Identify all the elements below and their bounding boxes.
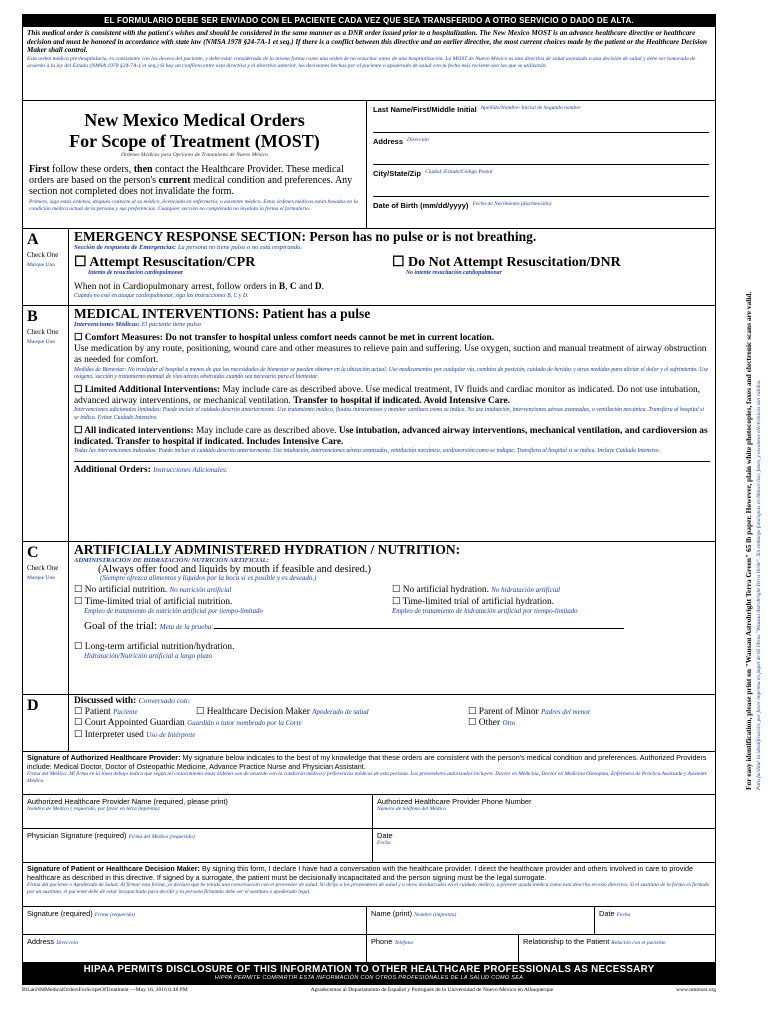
patient-option[interactable]: [74, 707, 196, 718]
section-letter: C: [27, 544, 39, 561]
note-c: C: [289, 282, 297, 293]
option-label-es: No intente resucitación cardiopulmonar: [406, 270, 502, 276]
patient-statement-body: By signing this form, I declare I have had a conversation with the healthcare provider. I direct the healthcare provider and others involved in care to provide healthcare as described in this directive. If signed by a surrogate, the patient must be decisionally incapacitated and the person signing must be the legal surrogate.: [27, 864, 693, 882]
first-instructions: [29, 164, 360, 197]
field-label-es: Nombre (imprenta): [414, 912, 457, 918]
patient-name-field[interactable]: [373, 101, 709, 133]
section-c-body: [69, 542, 715, 694]
field-label-es: Dirección: [56, 940, 78, 946]
discussed-label: Discussed with:: [74, 696, 137, 706]
always-offer-note: (Always offer food and liquids by mouth if feasible and desired.): [98, 564, 372, 575]
no-nutrition-option[interactable]: [74, 585, 392, 596]
goal-blank-line: [214, 619, 624, 629]
check-one-label-es: Marque Uno: [27, 575, 55, 581]
patient-address-field[interactable]: [373, 133, 709, 165]
decision-maker-option[interactable]: [196, 707, 468, 718]
hipaa-text: HIPAA PERMITS DISCLOSURE OF THIS INFORMATION TO OTHER HEALTHCARE PROFESSIONALS AS NECESSARY: [83, 964, 655, 975]
additional-orders-field[interactable]: [74, 461, 710, 476]
first-word: First: [29, 164, 50, 175]
form-header: [22, 101, 716, 229]
field-label-es: Relación con el paciente: [611, 940, 666, 946]
patient-phone-field[interactable]: [367, 935, 519, 962]
section-b: [22, 306, 716, 542]
attempt-cpr-option[interactable]: [74, 255, 392, 277]
current-word: current: [158, 175, 191, 186]
field-label-es: Fecha de Nacimiento (dia/mes/año): [472, 201, 552, 207]
option-label: ☐ Healthcare Decision Maker: [196, 707, 310, 718]
hipaa-text-es: HIPPA PERMITE COMPARTIR ESTA INFORMACIÓN CON OTROS PROFESIONALES DE LA SALUD COMO SEA: [214, 975, 524, 981]
field-label-es: Firma (requerida): [94, 912, 136, 918]
check-one-label: Check One: [27, 564, 59, 572]
title-es-lead: Sección de respuesta de Emergencias:: [74, 244, 177, 251]
first-rest-1: follow these orders,: [49, 164, 134, 175]
title-line-2: For Scope of Treatment (MOST): [69, 131, 320, 151]
patient-statement: [27, 865, 711, 882]
field-label: City/State/Zip: [373, 169, 421, 178]
limited-title: ☐ Limited Additional Interventions:: [74, 385, 221, 396]
form-subtitle: Órdenes Médicas para Opciones de Tratamiento de Nuevo México: [121, 152, 268, 158]
option-label-es: Intento de resucitación cardiopulmonar: [88, 270, 184, 276]
field-label-es: Dirección: [407, 137, 429, 143]
check-one-label: Check One: [27, 251, 59, 259]
section-letter: B: [27, 308, 38, 325]
patient-statement-es: Firma del paciente o Apoderado de Salud: Al firmar esta forma, yo declaro que he tenido una conversación con el proveedor de salud. Yo dirijo a los proveedores de salud y a otros involucrados en el cuidado médico, a proveer ayuda médica como está descrito en esta directiva. Si el sustituto de la forma es firmado por un sustituto, el paciente debe de estar incapacitado para decidir y la persona firmando debe ser el sustituto o apoderado legal.: [27, 882, 710, 895]
trial-nutrition-option[interactable]: [74, 597, 392, 615]
field-label-es: Fecha: [616, 912, 631, 918]
patient-signature-field[interactable]: [23, 907, 367, 934]
section-c-side: [23, 542, 69, 694]
field-label-es: Fecha: [377, 840, 391, 846]
section-a: [22, 229, 716, 306]
field-label: Date of Birth (mm/dd/yyyy): [373, 201, 469, 210]
note-end: .: [321, 282, 324, 293]
discussed-row-1: [74, 707, 710, 718]
comfort-measures-body: Use medication by any route, positioning, wound care and other measures to relieve pain and suffering. Use oxygen, suction and manual treatment of airway obstruction as needed for comfort.: [74, 344, 707, 366]
vertical-note-text: [744, 230, 762, 790]
title-es-rest: La persona no tiene pulso o no está respirando.: [176, 244, 302, 251]
goal-label: Goal of the trial:: [84, 620, 158, 633]
field-label: Name (print): [371, 909, 413, 918]
note-d: D: [314, 282, 322, 293]
option-label-es: Guardián o tutor nombrado por la Corte: [187, 719, 302, 728]
first-rest-2: contact the Healthcare Provider. These medical orders are based on the person's: [29, 164, 344, 186]
field-label-es: Nombre de Médico ( requerido, por favor en letra imprenta): [27, 806, 160, 812]
relationship-field[interactable]: [519, 935, 715, 962]
option-label-es: No nutrición artificial: [169, 586, 232, 595]
footer-version: BiLanNMMedicalOrdersForScopeOfTreatment —May 16, 2016 6:48 PM: [22, 987, 188, 993]
limited-interventions-option[interactable]: [74, 385, 710, 407]
intro-block: [22, 27, 716, 101]
additional-orders-label-es: Instrucciones Adicionales:: [153, 466, 228, 475]
field-label: Relationship to the Patient: [523, 937, 610, 946]
form-title: [29, 110, 360, 152]
option-label: ☐ No artificial hydration.: [392, 585, 489, 596]
section-c: [22, 542, 716, 695]
header-left: [23, 101, 367, 228]
option-label: ☐ Patient: [74, 707, 111, 718]
section-d-body: [69, 695, 715, 751]
title-es-lead: Intervenciones Médicas:: [74, 321, 140, 328]
field-label: Address: [27, 937, 55, 946]
note-pre: When not in Cardiopulmonary arrest, follow orders in: [74, 282, 279, 293]
section-b-body: [69, 306, 715, 541]
section-a-note: [74, 282, 710, 293]
section-b-side: [23, 306, 69, 541]
option-label: ☐ Attempt Resuscitation/CPR: [74, 255, 256, 270]
field-label-es: Teléfono: [394, 940, 414, 946]
title-es-rest: El paciente tiene pulso: [139, 321, 201, 328]
provider-signature-row: [22, 829, 716, 863]
guardian-option[interactable]: [74, 718, 468, 729]
then-word: then: [133, 164, 153, 175]
field-label-es: Número de teléfono del Médico: [377, 806, 447, 812]
all-body: May include care as described above.: [193, 425, 337, 436]
title-line-1: New Mexico Medical Orders: [84, 110, 305, 130]
most-form: [22, 14, 716, 1014]
hipaa-banner: [22, 963, 716, 985]
intro-spanish: Esta orden médica pre-hospitalaria, es consistente con los deseos del paciente, y debe estar considerada de la misma forma como una orden de no resucitar antes de una hospitalización. La MOST de Nuevo México es una directiva de salud avanzada o una decisión de salud y debe ser honorada de acuerdo a la ley del Estado (NMSA 1978 §24-7A-1 et seq.) Si hay un conflicto entre esta directiva y el directivo anterior, las decisiones hechas por el paciente o apoderado de salud con la fecha más reciente son las que se utilizarán.: [27, 55, 696, 69]
provider-statement-es: Firma del Médico: Mi firma en la línea debajo indica que según mi conocimiento estas órdenes son de acuerdo con la condición médica y preferencias médicas de esta persona. Los proveedores autorizados incluyen: Doctor en Medicina, Doctor en Medicina Osteopata, Enfermera de Práctica Avanzada y Asistente Médico.: [27, 771, 708, 784]
section-title-es: ADMINISTRACIÓN DE HIDRATACIÓN/ NUTRICIÓN ARTIFICIAL:: [74, 557, 269, 564]
section-a-note-es: Cuando no esté en ataque cardiopulmonar, siga las instrucciones B, C y D.: [74, 293, 249, 300]
patient-dob-field[interactable]: [373, 197, 709, 228]
section-title-es: [74, 244, 710, 251]
cpr-options: [74, 255, 710, 277]
section-letter: D: [27, 697, 39, 714]
section-d-side: [23, 695, 69, 751]
patient-statement-title: Signature of Patient or Healthcare Decision Maker:: [27, 864, 200, 873]
patient-sig-address-field[interactable]: [23, 935, 367, 962]
field-label: Authorized Healthcare Provider Phone Number: [377, 797, 532, 806]
option-label: ☐ Other: [468, 718, 501, 729]
provider-name-field[interactable]: [23, 795, 373, 828]
limited-interventions-es: Intervenciones adicionales limitadas: Puede incluir el cuidado descrito anteriormente. Use tratamiento médico, fluidos intravenosos y monitor cardiaco como se indica. No use intubación, intervenciones aéreas avanzadas, o ventilación mecánica. Transfiera al hospital si se indica. Evitar Cuidado Intensivo.: [74, 407, 705, 421]
first-rest-3: medical condition and preferences. Any section not completed does not invalidate the form.: [29, 175, 353, 197]
section-letter: A: [27, 231, 39, 248]
option-label-es: Empleo de tratamiento de nutrición artificial por tiempo-limitado: [84, 607, 263, 615]
field-label-es: Firma del Médico (requerido): [128, 834, 195, 840]
option-label-es: Apoderado de salud: [312, 708, 369, 717]
discussed-label-es: Conversado con:: [138, 696, 191, 705]
section-title: MEDICAL INTERVENTIONS: Patient has a pulse: [74, 306, 371, 321]
provider-signature-statement: [22, 752, 716, 795]
section-a-body: [69, 229, 715, 305]
field-label: Physician Signature (required): [27, 831, 127, 840]
section-title: ARTIFICIALLY ADMINISTERED HYDRATION / NUTRITION:: [74, 542, 461, 557]
footer-credit: Agradecemos al Departamento de Español y Portugués de la Universidad de Nuevo México en Albuquerque: [310, 987, 554, 993]
field-label: Address: [373, 137, 404, 146]
goal-label-es: Meta de la prueba:: [159, 623, 214, 632]
check-one-label: Check One: [27, 328, 59, 336]
option-label: ☐ No artificial nutrition.: [74, 585, 168, 596]
option-label: ☐ Time-limited trial of artificial hydration.: [392, 596, 555, 607]
parent-option[interactable]: [468, 707, 591, 718]
goal-of-trial-field[interactable]: [74, 619, 710, 632]
option-label: ☐ Court Appointed Guardian: [74, 718, 185, 729]
field-label-es: Apellido/Nombre/ Inicial de Segundo nombre: [480, 105, 581, 111]
check-one-label-es: Marque Uno: [27, 339, 55, 345]
check-one-label-es: Marque Uno: [27, 262, 55, 268]
first-instructions-es: Primero, siga estas órdenes, después contacte al su médico, licenciado en enfermería, o asistente médico. Estas órdenes médicas están basadas en la condición médica actual de la persona y sus preferencias. Cualquier sección no completada no invalida la forma el formulario.: [29, 199, 358, 212]
provider-signature-field[interactable]: [23, 829, 373, 862]
patient-city-field[interactable]: [373, 165, 709, 197]
section-d: [22, 695, 716, 752]
all-title: ☐ All indicated interventions:: [74, 425, 194, 436]
all-interventions-option[interactable]: [74, 426, 710, 448]
provider-phone-field[interactable]: [373, 795, 715, 828]
option-label-es: Padres del menor: [540, 708, 591, 717]
note-mid-1: ,: [285, 282, 290, 293]
always-offer-note-es: (Siempre ofrezca alimentos y líquidos por la boca si es posible y es deseado.): [100, 574, 317, 583]
provider-statement-title: Signature of Authorized Healthcare Provider:: [27, 753, 181, 762]
limited-bold: Transfer to hospital if indicated. Avoid Intensive Care.: [293, 396, 510, 407]
additional-orders-label: Additional Orders:: [74, 465, 151, 476]
option-label: ☐ Do Not Attempt Resuscitation/DNR: [392, 255, 621, 270]
nutrition-row-2: [74, 597, 710, 615]
no-hydration-option[interactable]: [392, 585, 710, 596]
provider-date-field[interactable]: [373, 829, 715, 862]
option-label-es: Paciente: [113, 708, 138, 717]
all-interventions-es: Todas las intervenciones indicadas: Puede incluir el cuidado descrito anteriormente. Use intubación, intervenciones aéreas avanzadas, ventilación mecánica, cardioversión como se indique. Transfiera al hospital si se indica. Incluye Cuidado Intensivo.: [74, 448, 661, 455]
other-option[interactable]: [468, 718, 515, 729]
discussed-row-2: [74, 718, 710, 729]
top-banner: EL FORMULARIO DEBE SER ENVIADO CON EL PACIENTE CADA VEZ QUE SEA TRANSFERIDO A OTRO SERVICIO O DADO DE ALTA.: [22, 14, 716, 27]
patient-signature-statement: [22, 863, 716, 907]
long-term-option-es: Hidratación/Nutrición artificial a largo plazo: [84, 652, 213, 661]
section-title-es: [74, 321, 710, 328]
comfort-measures-es: Medidas de Bienestar: No trasladar al hospital a menos de que las necesidades de bienestar se puedan obtener en la ubicación actual. Use medicamentos por cualquier vía, cambios de posición, cuidado de heridas y otras medidas para aliviar el dolor y el sufrimiento. Use oxígeno, succión y tratamiento manual de vías aéreas obstruidas cuando sea necesario para el bienestar.: [74, 366, 709, 380]
field-label: Date: [377, 831, 393, 840]
vertical-note-es: Para facilitar la identificación, por favor imprima en papel de 65 libras "Wausau Astrobright Terra Verde". Sin embargo fotocopias en blanco liso, faxes, y escaneos electrónicos son válidos.: [756, 379, 762, 790]
vertical-note-en: For easy identification, please print on "Wausau Astrobright Terra Green" 65 lb paper. However, plain white photocopies, faxes and electronic scans are valid.: [744, 291, 753, 790]
trial-hydration-option[interactable]: [392, 597, 710, 615]
field-label: Last Name/First/Middle Initial: [373, 105, 477, 114]
field-label: Signature (required): [27, 909, 93, 918]
note-b: B: [278, 282, 286, 293]
long-term-option[interactable]: ☐ Long-term artificial nutrition/hydration.: [74, 642, 235, 653]
provider-statement-body: My signature below indicates to the best of my knowledge that these orders are consistent with the person's medical condition and preferences. Authorized Providers include: Medical Doctor, Doctor of Osteopathic Medicine, Advance Practice Nurse and Physician Assistant.: [27, 753, 707, 771]
patient-date-field[interactable]: [595, 907, 715, 934]
vertical-print-note: [726, 230, 762, 790]
nutrition-row-1: [74, 585, 710, 596]
provider-name-row: [22, 795, 716, 829]
all-bold: Use intubation, advanced airway interventions, mechanical ventilation, and cardioversion as indicated. Transfer to hospital if indicated. Includes Intensive Care.: [74, 425, 708, 448]
option-label: ☐ Parent of Minor: [468, 707, 539, 718]
option-label: ☐ Time-limited trial of artificial nutrition.: [74, 596, 233, 607]
option-label-es: Otro: [502, 719, 516, 728]
option-label-es: No hidratación artificial: [491, 586, 561, 595]
option-label-es: Empleo de tratamiento de hidratación artificial por tiempo-limitado: [392, 607, 578, 615]
comfort-measures-option[interactable]: ☐ Comfort Measures: Do not transfer to hospital unless comfort needs cannot be met in current location.: [74, 333, 495, 343]
option-label: ☐ Interpreter used: [74, 729, 144, 740]
field-label-es: Ciudad /Estado/Código Postal: [424, 169, 493, 175]
patient-address-row: [22, 935, 716, 963]
patient-name-print-field[interactable]: [367, 907, 595, 934]
note-mid-2: and: [296, 282, 315, 293]
discussed-with-label: [74, 696, 710, 707]
field-label: Phone: [371, 937, 393, 946]
footer-line: [22, 987, 716, 993]
section-a-side: [23, 229, 69, 305]
limited-body: May include care as described above. Use medical treatment, IV fluids and cardiac monitor as indicated. Do not use intubation, advanced airway interventions, or mechanical ventilation.: [74, 385, 701, 407]
dnr-option[interactable]: [392, 255, 710, 277]
intro-english: This medical order is consistent with the patient's wishes and should be considered in the same manner as a DNR order issued prior to a hospitalization. The New Mexico MOST is an advance healthcare directive or healthcare decision and must be honored in accordance with state law (NMSA 1978 §24-7A-1 et seq.) If there is a conflict between this directive and an earlier directive, the most current choices made by the patient or the Healthcare Decision Maker shall control.: [27, 29, 707, 55]
field-label: Date: [599, 909, 615, 918]
provider-statement: [27, 754, 711, 771]
option-label-es: Uso de Intérprete: [146, 730, 196, 739]
footer-website: www.nmmost.org: [676, 987, 716, 993]
section-title: EMERGENCY RESPONSE SECTION: Person has no pulse or is not breathing.: [74, 229, 537, 244]
patient-info-fields: [367, 101, 715, 228]
field-label: Authorized Healthcare Provider Name (required, please print): [27, 797, 228, 806]
interpreter-option[interactable]: [74, 730, 710, 741]
patient-signature-row: [22, 907, 716, 935]
